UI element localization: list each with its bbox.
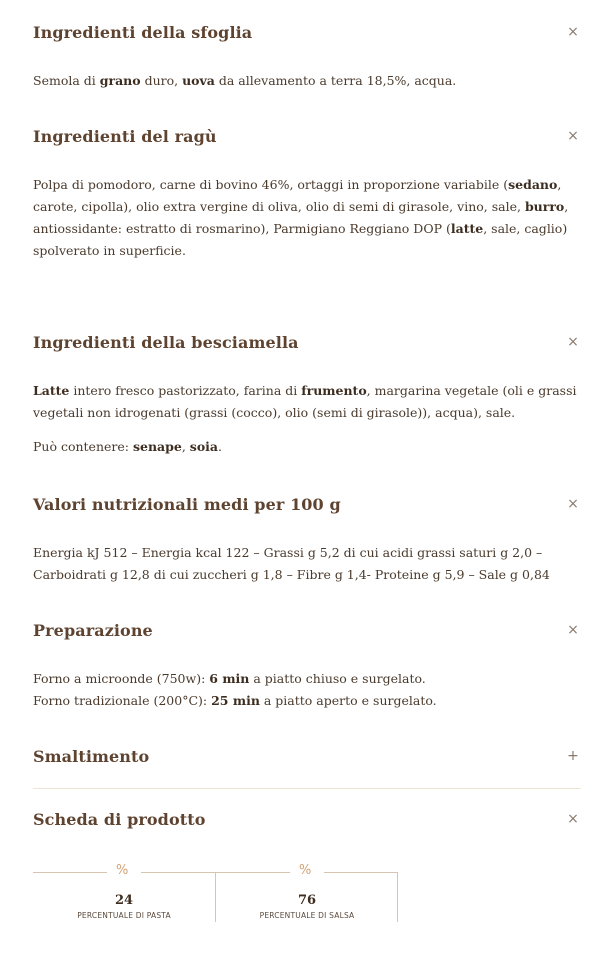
close-icon[interactable]: × xyxy=(567,334,579,350)
section-ragu xyxy=(33,124,581,262)
section-preparazione xyxy=(33,618,581,712)
cook-time: 6 min xyxy=(209,671,250,686)
section-besciamella-header[interactable] xyxy=(33,330,581,354)
section-sfoglia-header[interactable] xyxy=(33,20,581,44)
section-preparazione-header[interactable] xyxy=(33,618,581,642)
plus-icon[interactable]: + xyxy=(567,748,579,764)
section-valori-header[interactable] xyxy=(33,492,581,516)
section-title: Valori nutrizionali medi per 100 g xyxy=(33,494,341,514)
section-besciamella xyxy=(33,330,581,458)
allergen: uova xyxy=(182,73,215,88)
close-icon[interactable]: × xyxy=(567,128,579,144)
text: duro, xyxy=(140,73,183,88)
text: , carote, cipolla), olio extra vergine di oliva, olio di semi di girasole, vino, sale, xyxy=(33,177,562,214)
allergen: senape xyxy=(132,439,182,454)
stat-value-salsa: 76 xyxy=(297,893,317,908)
preparation-line xyxy=(33,690,581,712)
divider xyxy=(33,788,581,789)
text: , margarina vegetale (oli e grassi vegetali non idrogenati (grassi (cocco), olio (semi di girasole)), acqua), sale. xyxy=(33,383,577,420)
allergen: grano xyxy=(99,73,141,88)
section-valori xyxy=(33,492,581,586)
text: , xyxy=(181,439,190,454)
section-sfoglia xyxy=(33,20,581,92)
section-title: Scheda di prodotto xyxy=(33,809,206,829)
section-body xyxy=(33,174,581,262)
stat-label-salsa: PERCENTUALE DI SALSA xyxy=(259,911,355,920)
section-title: Ingredienti del ragù xyxy=(33,126,217,146)
section-scheda-header[interactable] xyxy=(33,807,581,831)
section-scheda xyxy=(33,807,581,831)
allergen: latte xyxy=(450,221,484,236)
close-icon[interactable]: × xyxy=(567,496,579,512)
stat-rule xyxy=(324,872,398,873)
stat-separator xyxy=(397,872,398,922)
text: intero fresco pastorizzato, farina di xyxy=(69,383,302,398)
allergen: sedano xyxy=(508,177,558,192)
section-ragu-header[interactable] xyxy=(33,124,581,148)
allergen: soia xyxy=(189,439,219,454)
close-icon[interactable]: × xyxy=(567,24,579,40)
section-title: Preparazione xyxy=(33,620,153,640)
allergens-note xyxy=(33,436,581,458)
section-body xyxy=(33,668,581,712)
text: Polpa di pomodoro, carne di bovino 46%, ortaggi in proporzione variabile ( xyxy=(33,177,509,192)
section-smaltimento-header[interactable] xyxy=(33,744,581,768)
text: Forno tradizionale (200°C): xyxy=(33,693,212,708)
allergen: Latte xyxy=(33,383,70,398)
close-icon[interactable]: × xyxy=(567,811,579,827)
section-body: Energia kJ 512 – Energia kcal 122 – Grassi g 5,2 di cui acidi grassi saturi g 2,0 – Carboidrati g 12,8 di cui zuccheri g 1,8 – Fibre g 1,4- Proteine g 5,9 – Sale g 0,84 xyxy=(33,545,550,582)
stat-separator xyxy=(215,872,216,922)
cook-time: 25 min xyxy=(211,693,260,708)
section-body xyxy=(33,70,581,92)
text: . xyxy=(218,439,223,454)
text: da allevamento a terra 18,5%, acqua. xyxy=(214,73,457,88)
section-smaltimento xyxy=(33,744,581,768)
stat-value-pasta: 24 xyxy=(114,893,134,908)
stat-rule xyxy=(216,872,290,873)
section-body xyxy=(33,380,581,424)
stat-label-pasta: PERCENTUALE DI PASTA xyxy=(77,911,171,920)
preparation-line xyxy=(33,668,581,690)
text: a piatto aperto e surgelato. xyxy=(259,693,437,708)
percent-icon: % xyxy=(299,863,312,878)
text: Forno a microonde (750w): xyxy=(33,671,210,686)
text: , sale, caglio) spolverato in superficie. xyxy=(33,221,568,258)
text: a piatto chiuso e surgelato. xyxy=(249,671,426,686)
section-title: Smaltimento xyxy=(33,746,150,766)
section-title: Ingredienti della besciamella xyxy=(33,332,299,352)
text: Semola di xyxy=(33,73,100,88)
section-title: Ingredienti della sfoglia xyxy=(33,22,253,42)
close-icon[interactable]: × xyxy=(567,622,579,638)
text: Può contenere: xyxy=(33,439,133,454)
allergen: burro xyxy=(524,199,565,214)
percent-icon: % xyxy=(116,863,129,878)
stat-rule xyxy=(33,872,107,873)
stat-rule xyxy=(141,872,216,873)
text: , antiossidante: estratto di rosmarino), Parmigiano Reggiano DOP ( xyxy=(33,199,569,236)
allergen: frumento xyxy=(301,383,367,398)
